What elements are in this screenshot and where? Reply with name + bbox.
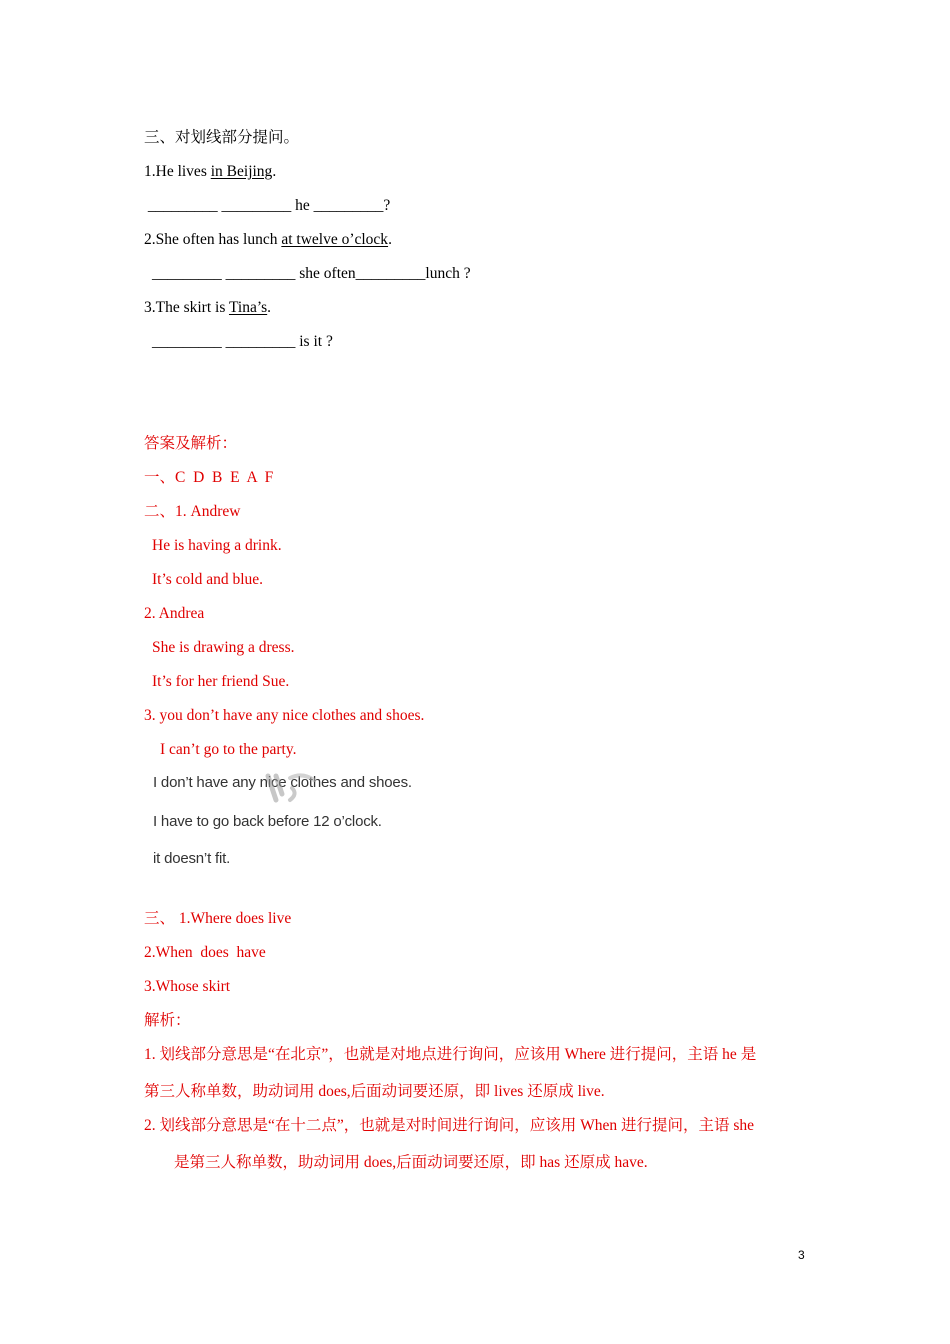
answer-part2-2a: She is drawing a dress. <box>152 639 295 656</box>
page-number: 3 <box>798 1248 805 1262</box>
answer-blank-2: _________ _________ she often_________lunch ? <box>152 265 471 282</box>
image-text-line-1: I don’t have any nice clothes and shoes. <box>153 774 412 791</box>
answers-heading: 答案及解析： <box>144 435 238 452</box>
answer-blank-1: _________ _________ he _________? <box>144 197 391 214</box>
image-text-line-2: I have to go back before 12 o’clock. <box>153 813 382 830</box>
question-1: 1.He lives in Beijing. <box>144 163 277 180</box>
answer-part2-3a: I can’t go to the party. <box>160 741 297 758</box>
underlined-phrase: in Beijing <box>210 163 273 180</box>
answer-part3-3: 3.Whose skirt <box>144 978 231 995</box>
answer-part2-1a: He is having a drink. <box>152 537 282 554</box>
section3-heading: 三、对划线部分提问。 <box>144 129 300 146</box>
answer-part2-3: 3. you don’t have any nice clothes and shoes. <box>144 707 425 724</box>
analysis-2-line-1: 2. 划线部分意思是“在十二点”，也就是对时间进行询问，应该用 When 进行提问，主语 she <box>144 1117 755 1134</box>
analysis-2-line-2: 是第三人称单数，助动词用 does,后面动词要还原，即 has 还原成 have. <box>174 1154 648 1171</box>
watermark-logo-icon <box>262 770 322 804</box>
image-text-line-3: it doesn’t fit. <box>153 850 231 867</box>
answer-part3-1: 三、 1.Where does live <box>144 910 292 927</box>
answer-blank-3: _________ _________ is it ? <box>152 333 333 350</box>
underlined-phrase: at twelve o’clock <box>281 231 389 248</box>
analysis-1-line-2: 第三人称单数，助动词用 does,后面动词要还原，即 lives 还原成 live. <box>144 1083 605 1100</box>
answer-part2-1: 二、1. Andrew <box>144 503 241 520</box>
answer-part1: 一、C D B E A F <box>144 469 274 486</box>
answer-part3-2: 2.When does have <box>144 944 266 961</box>
question-2: 2.She often has lunch at twelve o’clock. <box>144 231 392 248</box>
answer-part2-2: 2. Andrea <box>144 605 205 622</box>
underlined-phrase: Tina’s <box>228 299 268 316</box>
answer-part2-2b: It’s for her friend Sue. <box>152 673 290 690</box>
answer-part2-1b: It’s cold and blue. <box>152 571 264 588</box>
question-3: 3.The skirt is Tina’s. <box>144 299 272 316</box>
analysis-heading: 解析： <box>144 1012 191 1029</box>
analysis-1-line-1: 1. 划线部分意思是“在北京”，也就是对地点进行询问，应该用 Where 进行提问，主语 he 是 <box>144 1046 757 1063</box>
